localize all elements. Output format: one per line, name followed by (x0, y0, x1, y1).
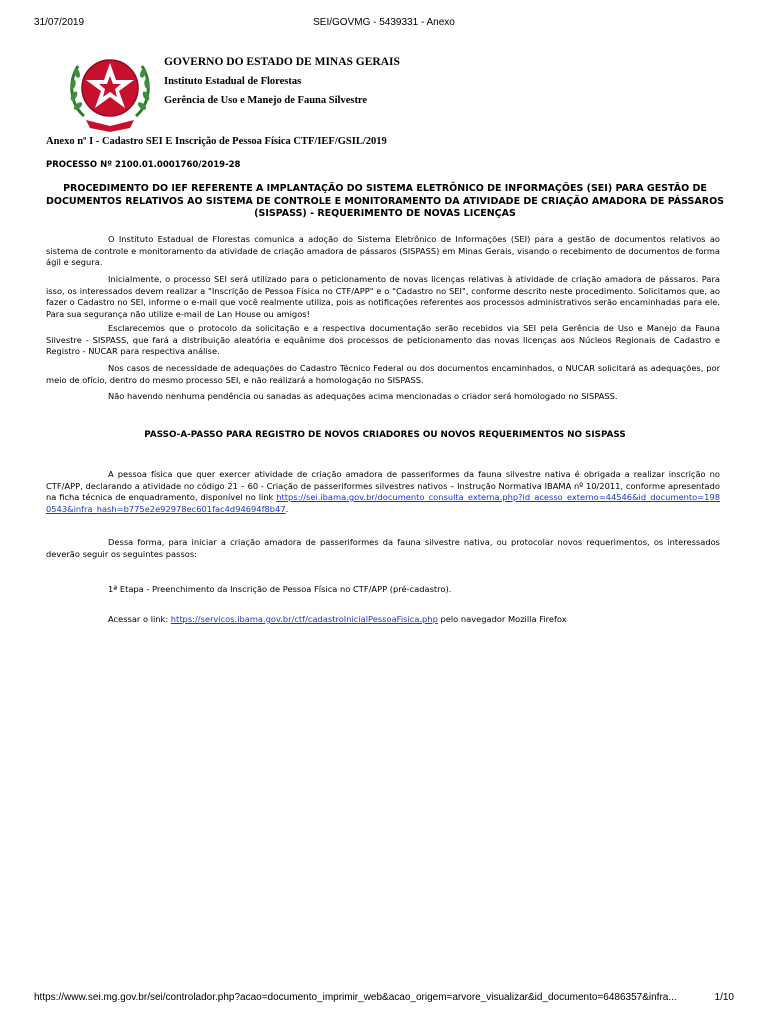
page-number: 1/10 (714, 992, 734, 1003)
institute-name: Instituto Estadual de Florestas (164, 76, 302, 87)
section-title: PASSO-A-PASSO PARA REGISTRO DE NOVOS CRIADORES OU NOVOS REQUERIMENTOS NO SISPASS (144, 430, 626, 440)
access-prefix: Acessar o link: (108, 614, 171, 624)
print-date: 31/07/2019 (34, 17, 85, 28)
access-line (108, 614, 567, 624)
adjustments-paragraph: Nos casos de necessidade de adequações do Cadastro Técnico Federal ou dos documentos encaminhados, o NUCAR solicitará as adequações, por meio de ofício, dentro do mesmo processo SEI, e não realizará a homologação no SISPASS. (46, 363, 720, 385)
steps-intro-paragraph: Dessa forma, para iniciar a criação amadora de passeriformes da fauna silvestre nativa, ou protocolar novos requerimentos, os interessados deverão seguir os seguintes passos: (46, 537, 720, 559)
access-suffix: pelo navegador Mozilla Firefox (437, 614, 567, 624)
homologation-paragraph: Não havendo nenhuma pendência ou sanadas as adequações acima mencionadas o criador será homologado no SISPASS. (108, 391, 618, 401)
letterhead (64, 46, 724, 134)
ctf-text: A pessoa física que quer exercer atividade de criação amadora de passeriformes da fauna silvestre nativa é obrigada a realizar inscrição no CTF/APP, declarando a atividade no código 21 – 60 - Criação de passeriformes silvestres nativos – Instrução Normativa IBAMA nº 10/2011, conforme apresentado na ficha técnica de enquadramento, disponível no link (46, 469, 720, 502)
annex-title: Anexo nº I - Cadastro SEI E Inscrição de Pessoa Física CTF/IEF/GSIL/2019 (46, 136, 387, 147)
intro-paragraph: O Instituto Estadual de Florestas comunica a adoção do Sistema Eletrônico de Informações (SEI) para a gestão de documentos relativos ao sistema de controle e monitoramento da atividade de criação amadora de pássaros (SISPASS) em Minas Gerais, visando o recebimento de documentos de forma ágil e segura. (46, 234, 720, 267)
process-number: PROCESSO Nº 2100.01.0001760/2019-28 (46, 160, 241, 170)
initial-process-paragraph: Inicialmente, o processo SEI será utilizado para o peticionamento de novas licenças relativas à atividade de criação amadora de pássaros. Para isso, os interessados devem realizar a "Inscrição de Pessoa Física no CTF/APP" e o "Cadastro no SEI", conforme descrito neste procedimento. Solicitamos que, ao fazer o Cadastro no SEI, informe o e-mail que você realmente utiliza, pois as notificações referentes aos processos administrativos serão encaminhadas para ele. Para sua segurança não utilize e-mail de Lan House ou amigos! (46, 274, 720, 319)
print-title: SEI/GOVMG - 5439331 - Anexo (313, 17, 455, 28)
department-name: Gerência de Uso e Manejo de Fauna Silvestre (164, 95, 368, 106)
minas-gerais-coat-of-arms-icon (64, 46, 156, 134)
protocol-paragraph: Esclarecemos que o protocolo da solicitação e a respectiva documentação serão recebidos via SEI pela Gerência de Uso e Manejo da Fauna Silvestre - SISPASS, que fará a distribuição aleatória e equânime dos processos de peticionamento das novas licenças aos Núcleos Regionais de Cadastro e Registro - NUCAR para respectiva análise. (46, 323, 720, 356)
print-footer (34, 992, 734, 1006)
letterhead-text (164, 56, 400, 106)
ctf-paragraph (46, 469, 720, 515)
ctf-registration-link[interactable]: https://servicos.ibama.gov.br/ctf/cadastroInicialPessoaFisica.php (170, 614, 438, 624)
step-1-title: 1ª Etapa - Preenchimento da Inscrição de Pessoa Física no CTF/APP (pré-cadastro). (108, 584, 452, 594)
ctf-technical-sheet-link[interactable]: https://sei.ibama.gov.br/documento_consulta_externa.php?id_acesso_externo=44546&id_documento=1980543&infra_hash=b775e2e92978ec601fac4d94694f8b47 (46, 492, 720, 514)
print-url: https://www.sei.mg.gov.br/sei/controlador.php?acao=documento_imprimir_web&acao_origem=arvore_visualizar&id_documento=6486357&infra... (34, 992, 677, 1003)
print-header (34, 17, 734, 31)
government-name: GOVERNO DO ESTADO DE MINAS GERAIS (164, 56, 400, 68)
ctf-end: . (285, 503, 289, 514)
procedure-title: PROCEDIMENTO DO IEF REFERENTE A IMPLANTAÇÃO DO SISTEMA ELETRÔNICO DE INFORMAÇÕES (SEI) PARA GESTÃO DE DOCUMENTOS RELATIVOS AO SISTEMA DE CONTROLE E MONITORAMENTO DA ATIVIDADE DE CRIAÇÃO AMADORA DE PÁSSAROS (SISPASS) - REQUERIMENTO DE NOVAS LICENÇAS (46, 183, 724, 219)
